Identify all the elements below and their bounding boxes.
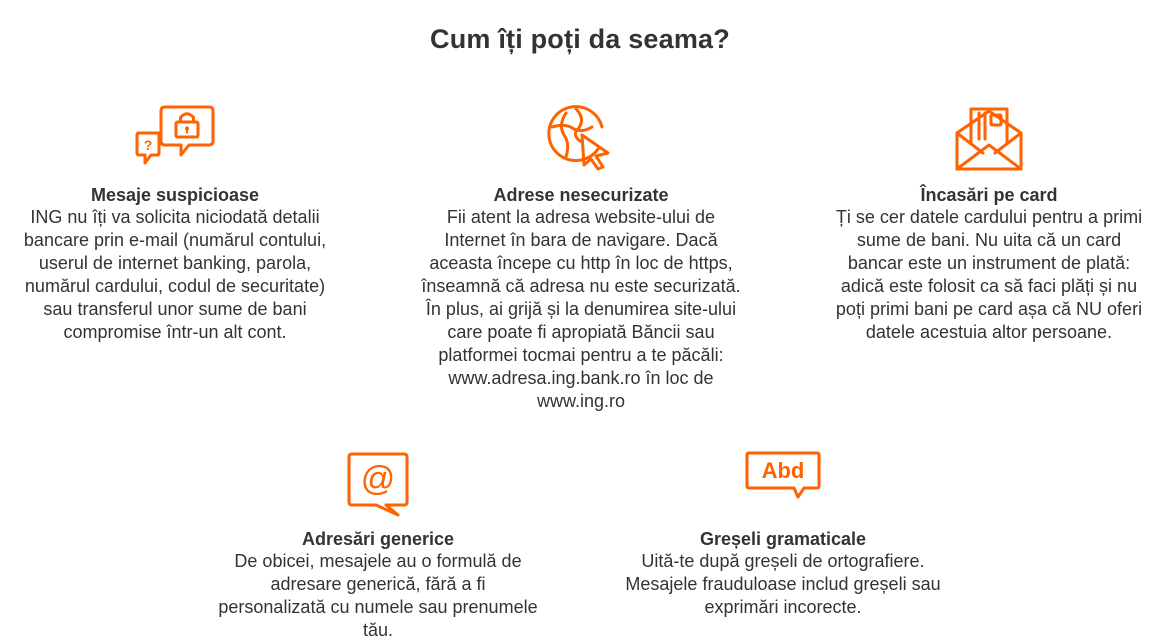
globe-cursor-icon	[400, 105, 762, 181]
description-line: numărul cardului, codul de securitate)	[24, 276, 326, 296]
description-line: Internet în bara de navigare. Dacă	[444, 230, 718, 250]
description-line: adică este folosit ca să faci plăți și nu	[840, 276, 1138, 296]
card-heading: Adrese nesecurizate	[493, 185, 669, 205]
card-heading: Mesaje suspicioase	[90, 185, 260, 205]
abd-speech-bubble-icon	[598, 450, 968, 525]
description-line: bancar este un instrument de plată:	[847, 253, 1131, 273]
description-line: Uită-te după greșeli de ortografiere.	[641, 551, 925, 571]
card-description	[0, 206, 350, 344]
svg-text:?: ?	[143, 137, 153, 153]
chat-lock-icon	[0, 105, 350, 181]
card-generic-greetings	[193, 450, 563, 642]
card-grammar-mistakes	[598, 450, 968, 619]
description-line: personalizată cu numele sau prenumele	[218, 597, 538, 617]
card-description	[400, 206, 762, 413]
description-line: platformei tocmai pentru a te păcăli:	[438, 345, 724, 365]
page-title: Cum îți poți da seama?	[430, 24, 730, 54]
description-line: Mesajele frauduloase includ greșeli sau	[625, 574, 941, 594]
description-line: De obicei, mesajele au o formulă de	[234, 551, 522, 571]
description-line: care poate fi apropiată Băncii sau	[447, 322, 715, 342]
description-line: sume de bani. Nu uita că un card	[856, 230, 1122, 250]
description-line: exprimări incorecte.	[704, 597, 862, 617]
card-heading: Greșeli gramaticale	[699, 529, 867, 549]
description-line: Fii atent la adresa website-ului de	[446, 207, 716, 227]
description-line: userul de internet banking, parola,	[38, 253, 312, 273]
description-line: sau transferul unor sume de bani	[43, 299, 307, 319]
description-line: ING nu îți va solicita niciodată detalii	[30, 207, 320, 227]
description-line: adresare generică, fără a fi	[270, 574, 486, 594]
card-heading: Adresări generice	[301, 529, 455, 549]
abd-icon-text: Abd	[761, 458, 805, 483]
description-line: datele acestuia altor persoane.	[865, 322, 1113, 342]
description-line: www.ing.ro	[536, 391, 626, 411]
description-line: În plus, ai grijă și la denumirea site-ului	[425, 299, 737, 319]
card-insecure-addresses	[400, 105, 762, 413]
card-description	[805, 206, 1173, 344]
description-line: înseamnă că adresa nu este securizată.	[421, 276, 741, 296]
card-description	[193, 550, 563, 642]
description-line: Ți se cer datele cardului pentru a primi	[835, 207, 1143, 227]
description-line: aceasta începe cu http în loc de https,	[429, 253, 733, 273]
svg-text:@: @	[360, 460, 396, 498]
at-sign-icon	[193, 450, 563, 525]
envelope-card-icon	[805, 105, 1173, 181]
card-suspicious-messages	[0, 105, 350, 344]
description-line: compromise într-un alt cont.	[63, 322, 287, 342]
description-line: poți primi bani pe card așa că NU oferi	[835, 299, 1143, 319]
description-line: www.adresa.ing.bank.ro în loc de	[448, 368, 714, 388]
card-heading: Încasări pe card	[920, 185, 1058, 205]
description-line: bancare prin e-mail (numărul contului,	[23, 230, 327, 250]
description-line: tău.	[362, 620, 394, 640]
card-card-payments	[805, 105, 1173, 344]
card-description	[598, 550, 968, 619]
